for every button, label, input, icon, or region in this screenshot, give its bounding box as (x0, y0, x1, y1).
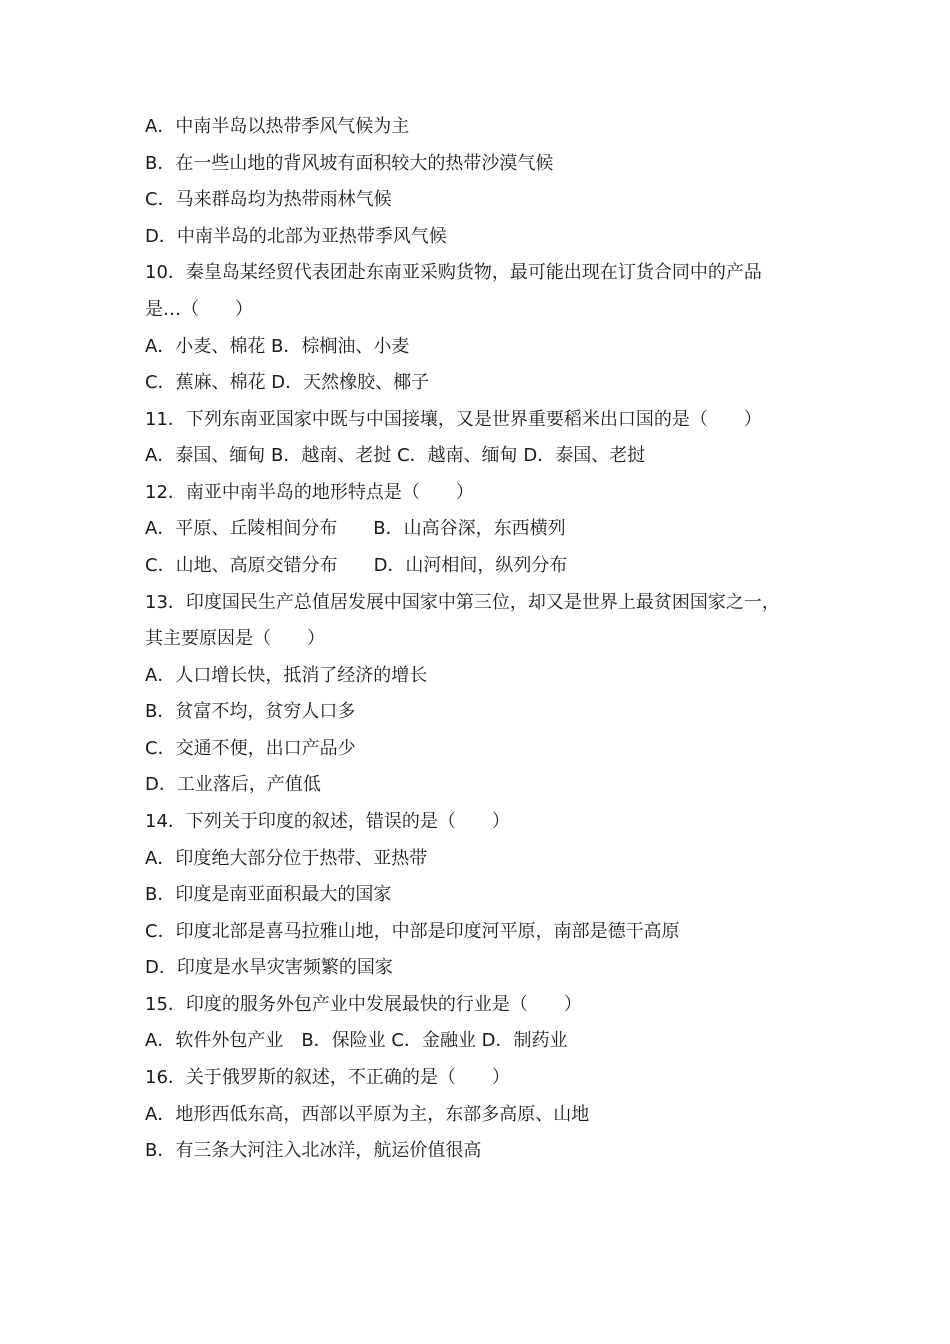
question-10-cont: 是…（ ） (145, 299, 253, 320)
option-12ab: A．平原、丘陵相间分布 B．山高谷深，东西横列 (145, 518, 566, 539)
option-16a: A．地形西低东高，西部以平原为主，东部多高原、山地 (145, 1104, 590, 1125)
option-13a: A．人口增长快，抵消了经济的增长 (145, 665, 428, 686)
option-12cd: C．山地、高原交错分布 D．山河相间，纵列分布 (145, 555, 568, 576)
question-12: 12．南亚中南半岛的地形特点是（ ） (145, 482, 474, 503)
option-14c: C．印度北部是喜马拉雅山地，中部是印度河平原，南部是德干高原 (145, 921, 680, 942)
question-13: 13．印度国民生产总值居发展中国家中第三位，却又是世界上最贫困国家之一， (145, 592, 780, 613)
question-16: 16．关于俄罗斯的叙述，不正确的是（ ） (145, 1067, 510, 1088)
option-13c: C．交通不便，出口产品少 (145, 738, 356, 759)
option-9b: B．在一些山地的背风坡有面积较大的热带沙漠气候 (145, 153, 554, 174)
option-10ab: A．小麦、棉花 B．棕榈油、小麦 (145, 336, 410, 357)
option-14b: B．印度是南亚面积最大的国家 (145, 884, 392, 905)
question-10: 10．秦皇岛某经贸代表团赴东南亚采购货物，最可能出现在订货合同中的产品 (145, 262, 762, 283)
option-10cd: C．蕉麻、棉花 D．天然橡胶、椰子 (145, 372, 430, 393)
option-9a: A．中南半岛以热带季风气候为主 (145, 116, 410, 137)
option-13d: D．工业落后，产值低 (145, 774, 321, 795)
question-11: 11．下列东南亚国家中既与中国接壤，又是世界重要稻米出口国的是（ ） (145, 409, 762, 430)
option-11: A．泰国、缅甸 B．越南、老挝 C．越南、缅甸 D．泰国、老挝 (145, 445, 646, 466)
option-9d: D．中南半岛的北部为亚热带季风气候 (145, 226, 447, 247)
option-15: A．软件外包产业 B．保险业 C．金融业 D．制药业 (145, 1030, 568, 1051)
option-13b: B．贫富不均，贫穷人口多 (145, 701, 356, 722)
option-14d: D．印度是水旱灾害频繁的国家 (145, 957, 393, 978)
question-13-cont: 其主要原因是（ ） (145, 628, 325, 649)
option-14a: A．印度绝大部分位于热带、亚热带 (145, 848, 428, 869)
question-14: 14．下列关于印度的叙述，错误的是（ ） (145, 811, 510, 832)
question-15: 15．印度的服务外包产业中发展最快的行业是（ ） (145, 994, 582, 1015)
option-9c: C．马来群岛均为热带雨林气候 (145, 189, 392, 210)
option-16b: B．有三条大河注入北冰洋，航运价值很高 (145, 1140, 482, 1161)
